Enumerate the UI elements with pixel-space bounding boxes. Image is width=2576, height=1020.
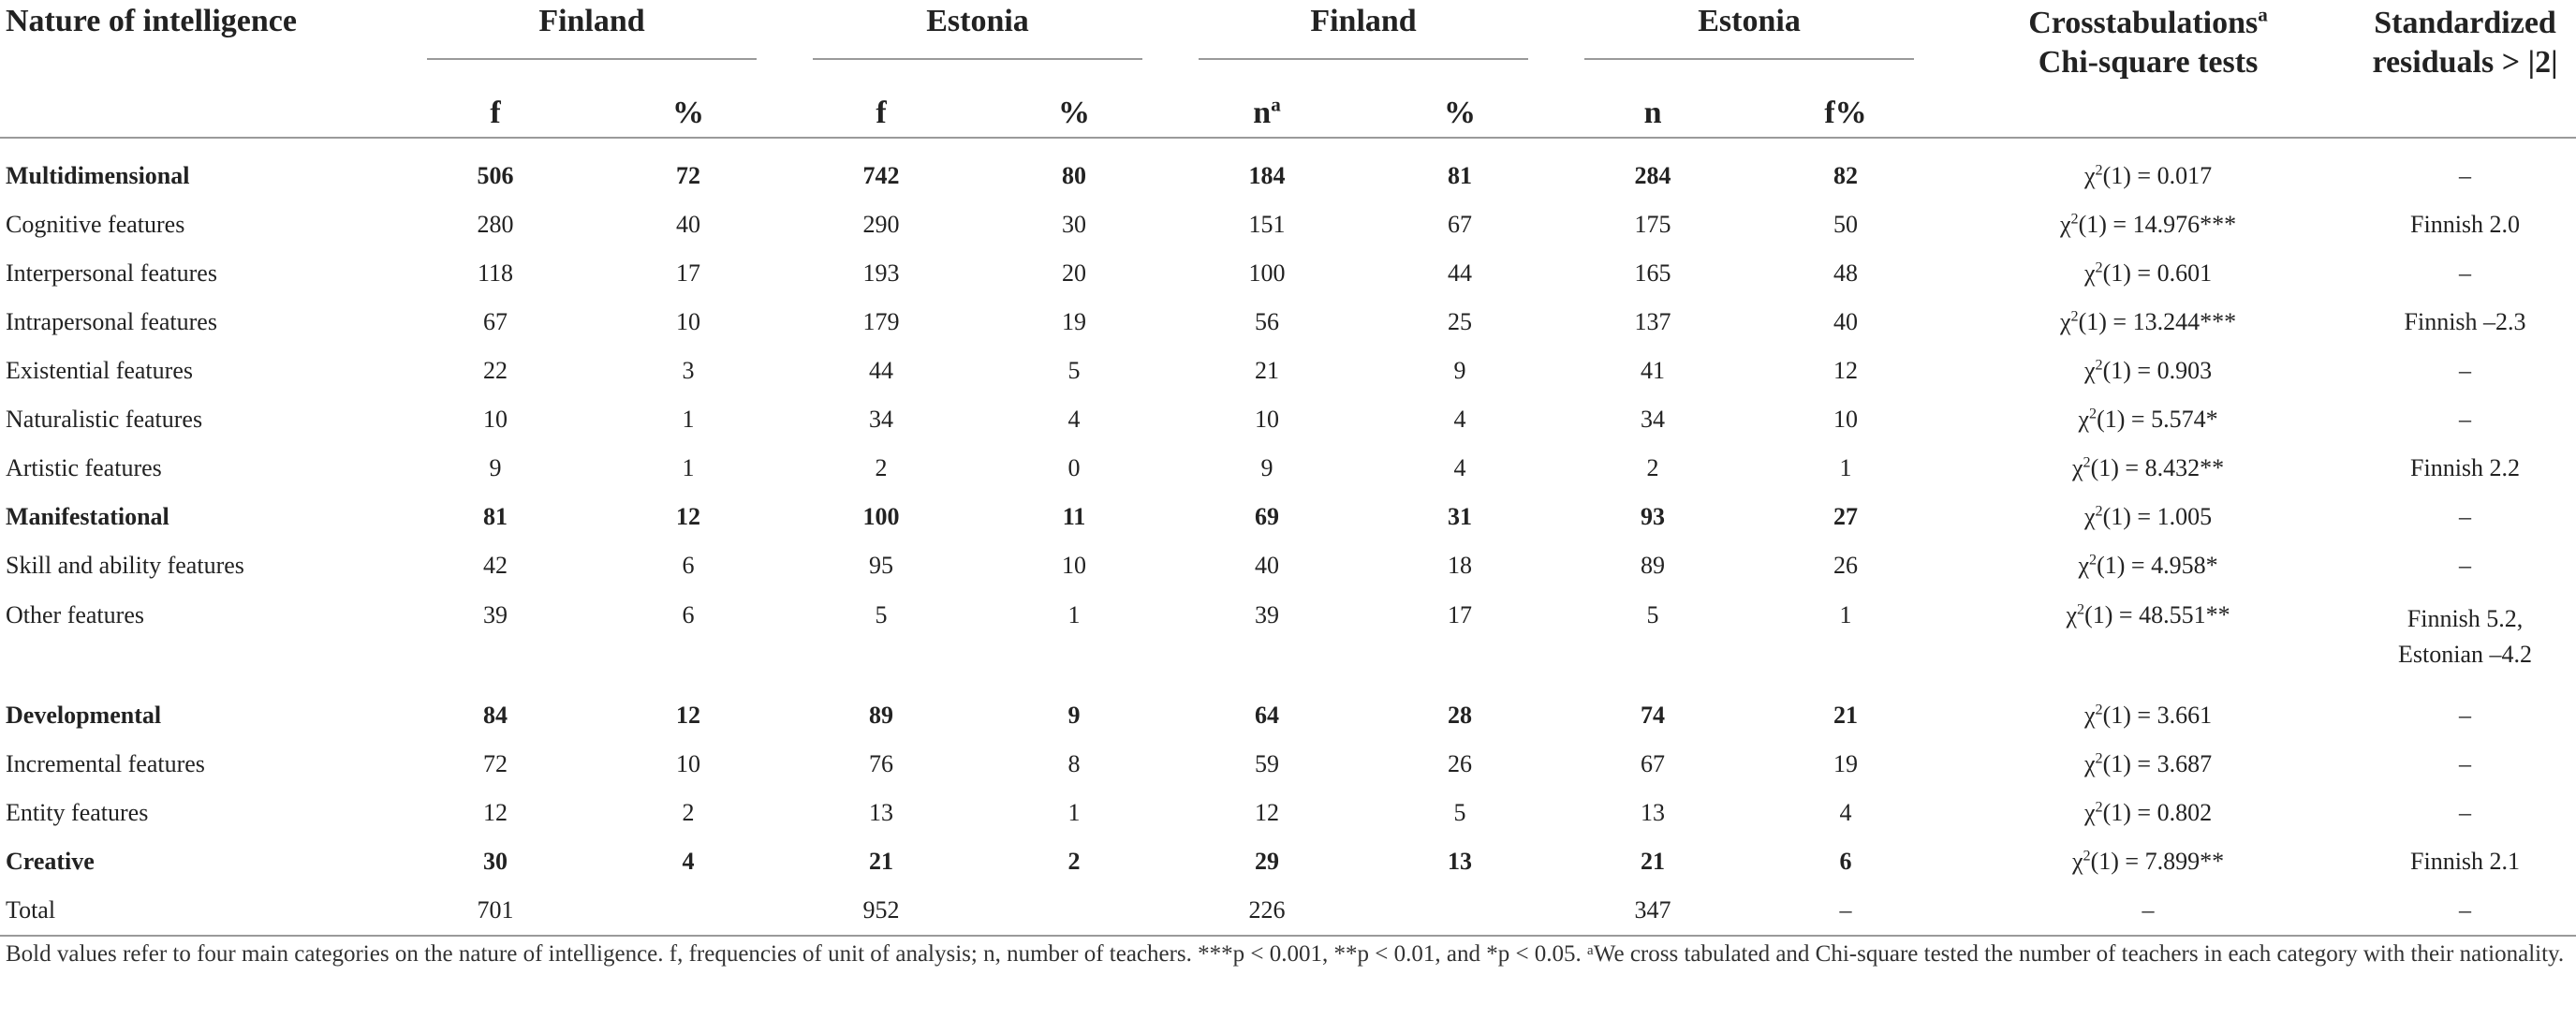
cell-value: 5 <box>1453 799 1466 826</box>
cell-value: 12 <box>483 799 508 826</box>
cell-value: 151 <box>1248 211 1286 238</box>
col-header-residuals: Standardized residuals > |2| <box>2372 6 2558 80</box>
cell-value: 0 <box>1067 454 1081 481</box>
row-label: Developmental <box>6 702 162 729</box>
cell-value: 81 <box>1448 162 1473 189</box>
residual-cell: – <box>2354 886 2576 936</box>
cell-value: 6 <box>682 601 695 628</box>
cell-value: 26 <box>1833 552 1859 579</box>
cell-value: 89 <box>869 702 894 729</box>
cell-value: 67 <box>483 308 508 335</box>
row-label: Other features <box>6 601 144 628</box>
cell-value: 72 <box>483 750 508 777</box>
sub-header-6: n <box>1643 96 1662 130</box>
cell-value: 6 <box>1839 848 1852 875</box>
table-row <box>0 590 2576 691</box>
group-header-estonia-1: Estonia <box>785 0 1170 73</box>
cell-value: 280 <box>477 211 514 238</box>
cell-value: 67 <box>1641 750 1666 777</box>
cell-value: 12 <box>1255 799 1280 826</box>
table-body <box>0 138 2576 936</box>
cell-value: 29 <box>1255 848 1280 875</box>
cell-value: 290 <box>862 211 900 238</box>
cell-value: 12 <box>676 702 700 729</box>
cell-value: 21 <box>1255 357 1280 384</box>
cell-value: 1 <box>1067 601 1081 628</box>
cell-value: 4 <box>1839 799 1852 826</box>
cell-value: 21 <box>1833 702 1859 729</box>
chi-square-cell: $\chi^2(1) = 14.976***$ <box>2059 211 2237 238</box>
residual-cell: Finnish –2.3 <box>2404 308 2526 335</box>
cell-value: 1 <box>1839 454 1852 481</box>
col-header-crosstab: Crosstabulations$^a$ Chi-square tests <box>2028 3 2268 80</box>
cell-value: 69 <box>1255 503 1280 530</box>
sub-header-7: f% <box>1824 96 1867 130</box>
cell-value: 506 <box>477 162 514 189</box>
chi-square-cell: $\chi^2(1) = 13.244***$ <box>2059 308 2237 335</box>
cell-value: 19 <box>1833 750 1859 777</box>
cell-value <box>1363 886 1556 936</box>
table-row <box>0 249 2576 298</box>
cell-value: 9 <box>1260 454 1273 481</box>
cell-value: 84 <box>483 702 508 729</box>
table-row <box>0 395 2576 444</box>
cell-value: 34 <box>869 406 894 433</box>
cell-value: 13 <box>1448 848 1473 875</box>
cell-value: 347 <box>1556 886 1749 936</box>
cell-value: 39 <box>483 601 508 628</box>
sub-header-2: f <box>876 96 887 130</box>
group-header-finland-1: Finland <box>399 0 785 73</box>
cell-value: 25 <box>1448 308 1473 335</box>
table-row <box>0 200 2576 249</box>
cell-value: 20 <box>1062 259 1087 287</box>
cell-value: 100 <box>1248 259 1286 287</box>
cell-value: 1 <box>1839 601 1852 628</box>
chi-square-cell: $\chi^2(1) = 8.432**$ <box>2071 454 2225 481</box>
chi-square-cell: $\chi^2(1) = 4.958*$ <box>2078 552 2218 579</box>
cell-value: 10 <box>1255 406 1280 433</box>
table-footnote: Bold values refer to four main categories on the nature of intelligence. f, frequencies of unit of analysis; n, number of teachers. ***p < 0.001, **p < 0.01, and *p < 0.05. ᵃWe cross tabulated and Chi-square tested the number of teachers in each category with their nationality. <box>6 941 2565 967</box>
table-row <box>0 444 2576 493</box>
chi-square-cell: $\chi^2(1) = 5.574*$ <box>2078 406 2218 433</box>
residual-cell: Finnish 2.2 <box>2410 454 2521 481</box>
residual-cell: Finnish 2.1 <box>2410 848 2521 875</box>
cell-value <box>592 886 785 936</box>
cell-value: 11 <box>1062 503 1086 530</box>
cell-value: 12 <box>1833 357 1859 384</box>
cell-value: 179 <box>862 308 900 335</box>
cell-value: 28 <box>1448 702 1473 729</box>
sub-header-0: f <box>490 96 501 130</box>
cell-value: 8 <box>1067 750 1081 777</box>
cell-value: 193 <box>862 259 900 287</box>
cell-value: 4 <box>1067 406 1081 433</box>
cell-value: 80 <box>1062 162 1087 189</box>
cell-value: 118 <box>477 259 514 287</box>
cell-value: 5 <box>1067 357 1081 384</box>
cell-value: 4 <box>1453 454 1466 481</box>
cell-value: 137 <box>1634 308 1671 335</box>
cell-value: 284 <box>1634 162 1671 189</box>
group-header-finland-2: Finland <box>1170 0 1556 73</box>
cell-value: 742 <box>862 162 900 189</box>
row-label: Intrapersonal features <box>6 308 217 335</box>
residual-cell: – <box>2459 357 2472 384</box>
cell-value: 67 <box>1448 211 1473 238</box>
sub-header-3: % <box>1058 96 1091 130</box>
row-label: Artistic features <box>6 454 162 481</box>
cell-value: 50 <box>1833 211 1859 238</box>
row-label: Creative <box>6 848 95 875</box>
chi-square-cell: $\chi^2(1) = 0.903$ <box>2083 357 2213 384</box>
group-header-estonia-2: Estonia <box>1556 0 1942 73</box>
group-header-row <box>0 0 2576 73</box>
table-row <box>0 691 2576 740</box>
residual-cell: – <box>2459 702 2472 729</box>
cell-value: 56 <box>1255 308 1280 335</box>
cell-value: 72 <box>676 162 700 189</box>
cell-value: 81 <box>483 503 508 530</box>
cell-value: 952 <box>785 886 978 936</box>
residual-cell: Finnish 5.2, Estonian –4.2 <box>2398 605 2533 668</box>
cell-value: 175 <box>1634 211 1671 238</box>
cell-value: 100 <box>862 503 900 530</box>
cell-value: 95 <box>869 552 894 579</box>
cell-value: 40 <box>1255 552 1280 579</box>
cell-value: 26 <box>1448 750 1473 777</box>
chi-square-cell: – <box>1942 886 2354 936</box>
sub-header-4: $n^a$ <box>1253 93 1281 130</box>
sub-header-5: % <box>1444 96 1477 130</box>
residual-cell: Finnish 2.0 <box>2410 211 2521 238</box>
cell-value: 13 <box>1641 799 1666 826</box>
chi-square-cell: $\chi^2(1) = 3.687$ <box>2083 750 2213 777</box>
residual-cell: – <box>2459 162 2472 189</box>
cell-value: 2 <box>875 454 888 481</box>
cell-value: 2 <box>1646 454 1659 481</box>
cell-value: 21 <box>869 848 894 875</box>
row-label: Interpersonal features <box>6 259 217 287</box>
cell-value: 2 <box>682 799 695 826</box>
cell-value: 1 <box>682 454 695 481</box>
cell-value: 4 <box>682 848 695 875</box>
cell-value: 4 <box>1453 406 1466 433</box>
table-row <box>0 837 2576 886</box>
residual-cell: – <box>2459 406 2472 433</box>
residual-cell: – <box>2459 750 2472 777</box>
chi-square-cell: $\chi^2(1) = 0.802$ <box>2083 799 2213 826</box>
row-label: Existential features <box>6 357 193 384</box>
residual-cell: – <box>2459 503 2472 530</box>
cell-value: 701 <box>399 886 592 936</box>
table-row <box>0 138 2576 200</box>
table-row <box>0 789 2576 837</box>
cell-value: 30 <box>1062 211 1087 238</box>
cell-value: 93 <box>1641 503 1666 530</box>
residual-cell: – <box>2459 799 2472 826</box>
residual-cell: – <box>2459 259 2472 287</box>
cell-value: 17 <box>676 259 700 287</box>
cell-value: 31 <box>1448 503 1473 530</box>
cell-value: 12 <box>676 503 700 530</box>
cell-value: – <box>1749 886 1942 936</box>
chi-square-cell: $\chi^2(1) = 48.551**$ <box>2066 601 2230 628</box>
row-label: Naturalistic features <box>6 406 203 433</box>
cell-value: 6 <box>682 552 695 579</box>
cell-value: 39 <box>1255 601 1280 628</box>
cell-value: 165 <box>1634 259 1671 287</box>
cell-value: 10 <box>1062 552 1087 579</box>
cell-value: 2 <box>1067 848 1081 875</box>
cell-value: 89 <box>1641 552 1666 579</box>
row-label: Total <box>0 886 399 936</box>
cell-value: 10 <box>483 406 508 433</box>
sub-header-1: % <box>672 96 704 130</box>
cell-value: 59 <box>1255 750 1280 777</box>
row-label: Entity features <box>6 799 149 826</box>
chi-square-cell: $\chi^2(1) = 7.899**$ <box>2071 848 2225 875</box>
row-label: Skill and ability features <box>6 552 244 579</box>
cell-value: 10 <box>676 750 700 777</box>
cell-value: 30 <box>483 848 508 875</box>
cell-value: 42 <box>483 552 508 579</box>
cell-value: 184 <box>1248 162 1286 189</box>
cell-value: 13 <box>869 799 894 826</box>
cell-value: 48 <box>1833 259 1859 287</box>
chi-square-cell: $\chi^2(1) = 3.661$ <box>2083 702 2213 729</box>
table-row <box>0 886 2576 936</box>
cell-value: 44 <box>869 357 894 384</box>
cell-value <box>978 886 1170 936</box>
residual-cell: – <box>2459 552 2472 579</box>
cell-value: 41 <box>1641 357 1666 384</box>
cell-value: 1 <box>682 406 695 433</box>
cell-value: 21 <box>1641 848 1666 875</box>
table-row <box>0 541 2576 590</box>
cell-value: 9 <box>1453 357 1466 384</box>
table-row <box>0 740 2576 789</box>
cell-value: 40 <box>676 211 700 238</box>
cell-value: 34 <box>1641 406 1666 433</box>
cell-value: 18 <box>1448 552 1473 579</box>
cell-value: 40 <box>1833 308 1859 335</box>
row-label: Incremental features <box>6 750 205 777</box>
cell-value: 10 <box>1833 406 1859 433</box>
cell-value: 3 <box>682 357 695 384</box>
cell-value: 76 <box>869 750 894 777</box>
cell-value: 19 <box>1062 308 1087 335</box>
chi-square-cell: $\chi^2(1) = 1.005$ <box>2083 503 2213 530</box>
cell-value: 74 <box>1641 702 1666 729</box>
cell-value: 22 <box>483 357 508 384</box>
table-row <box>0 347 2576 395</box>
cell-value: 5 <box>1646 601 1659 628</box>
cell-value: 5 <box>875 601 888 628</box>
row-label: Multidimensional <box>6 162 190 189</box>
cell-value: 9 <box>1067 702 1081 729</box>
row-label: Cognitive features <box>6 211 185 238</box>
cell-value: 27 <box>1833 503 1859 530</box>
cell-value: 9 <box>489 454 502 481</box>
chi-square-cell: $\chi^2(1) = 0.017$ <box>2083 162 2213 189</box>
cell-value: 82 <box>1833 162 1859 189</box>
col-header-nature: Nature of intelligence <box>6 4 297 38</box>
cell-value: 1 <box>1067 799 1081 826</box>
row-label: Manifestational <box>6 503 169 530</box>
cell-value: 44 <box>1448 259 1473 287</box>
cell-value: 10 <box>676 308 700 335</box>
chi-square-cell: $\chi^2(1) = 0.601$ <box>2083 259 2213 287</box>
table-row <box>0 493 2576 541</box>
table-row <box>0 298 2576 347</box>
cell-value: 226 <box>1170 886 1363 936</box>
cell-value: 64 <box>1255 702 1280 729</box>
cell-value: 17 <box>1448 601 1473 628</box>
